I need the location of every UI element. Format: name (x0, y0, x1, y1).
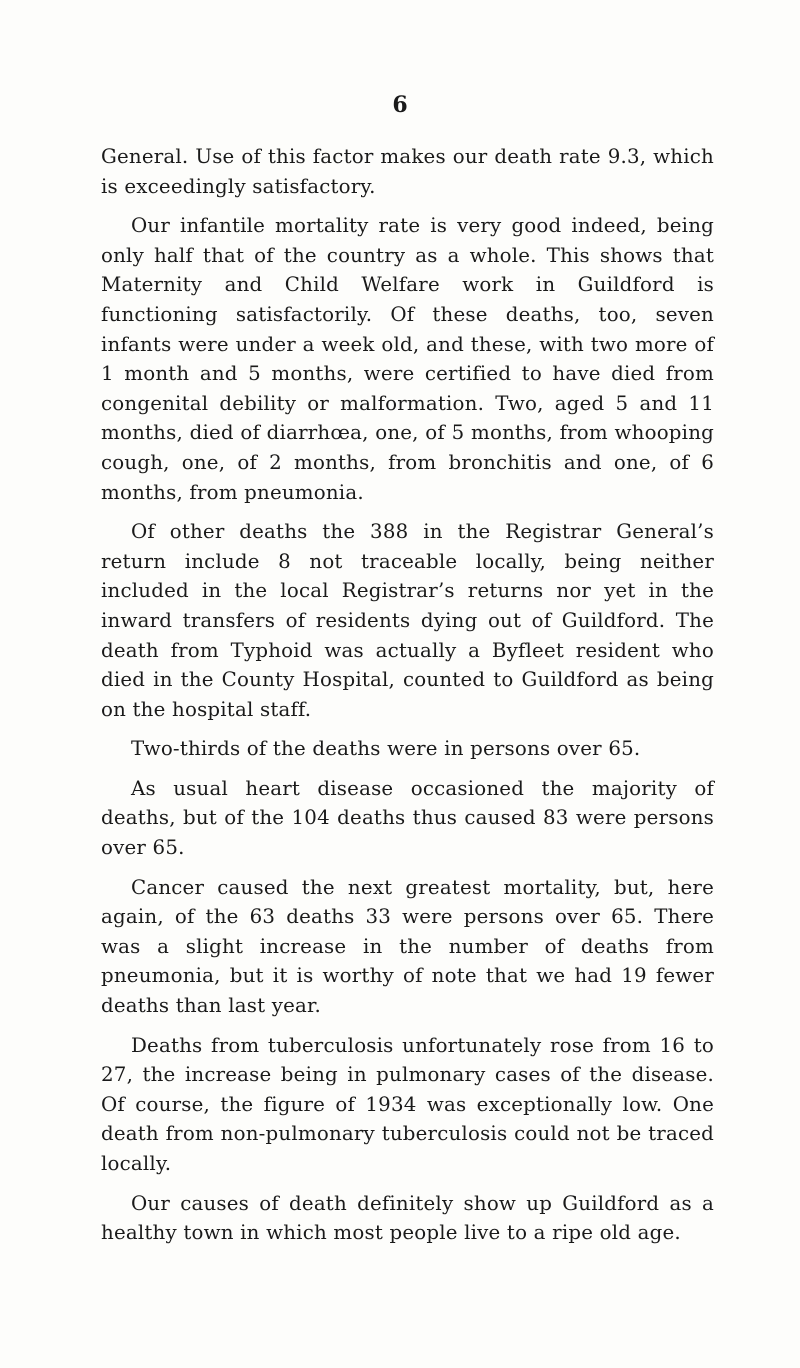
paragraph-conclusion: Our causes of death definitely show up Guildford as a healthy town in which most people live to a ripe old age. (101, 1191, 714, 1245)
body-text (101, 142, 714, 1258)
paragraph-other-deaths: Of other deaths the 388 in the Registrar General’s return include 8 not traceable locally, being neither included in the local Registrar’s returns nor yet in the inward transfers of residents dying out of Guildford. The death from Typhoid was actually a Byfleet resident who died in the County Hospital, counted to Guildford as being on the hospital staff. (101, 520, 714, 721)
page-number: 6 (392, 92, 408, 118)
paragraph-heart-disease: As usual heart disease occasioned the majority of deaths, but of the 104 deaths thus caused 83 were persons over 65. (101, 776, 714, 860)
paragraph-tuberculosis: Deaths from tuberculosis unfortunately rose from 16 to 27, the increase being in pulmonary cases of the disease. Of course, the figure of 1934 was exceptionally low. One death from non-pulmonary tuberculosis could not be traced locally. (101, 1033, 714, 1175)
paragraph-cancer: Cancer caused the next greatest mortality, but, here again, of the 63 deaths 33 were persons over 65. There was a slight increase in the number of deaths from pneumonia, but it is worthy of note that we had 19 fewer deaths than last year. (101, 875, 714, 1018)
paragraph-death-rate: General. Use of this factor makes our death rate 9.3, which is exceedingly satisfactory. (101, 145, 714, 198)
paragraph-two-thirds: Two-thirds of the deaths were in persons over 65. (131, 737, 641, 761)
paragraph-infantile-mortality: Our infantile mortality rate is very good indeed, being only half that of the country as a whole. This shows that Maternity and Child Welfare work in Guildford is functioning satisfactorily. Of these deaths, too, seven infants were under a week old, and these, with two more of 1 month and 5 months, were certified to have died from congenital debility or malformation. Two, aged 5 and 11 months, died of diarrhœa, one, of 5 months, from whooping cough, one, of 2 months, from bronchitis and one, of 6 months, from pneumonia. (101, 214, 714, 504)
